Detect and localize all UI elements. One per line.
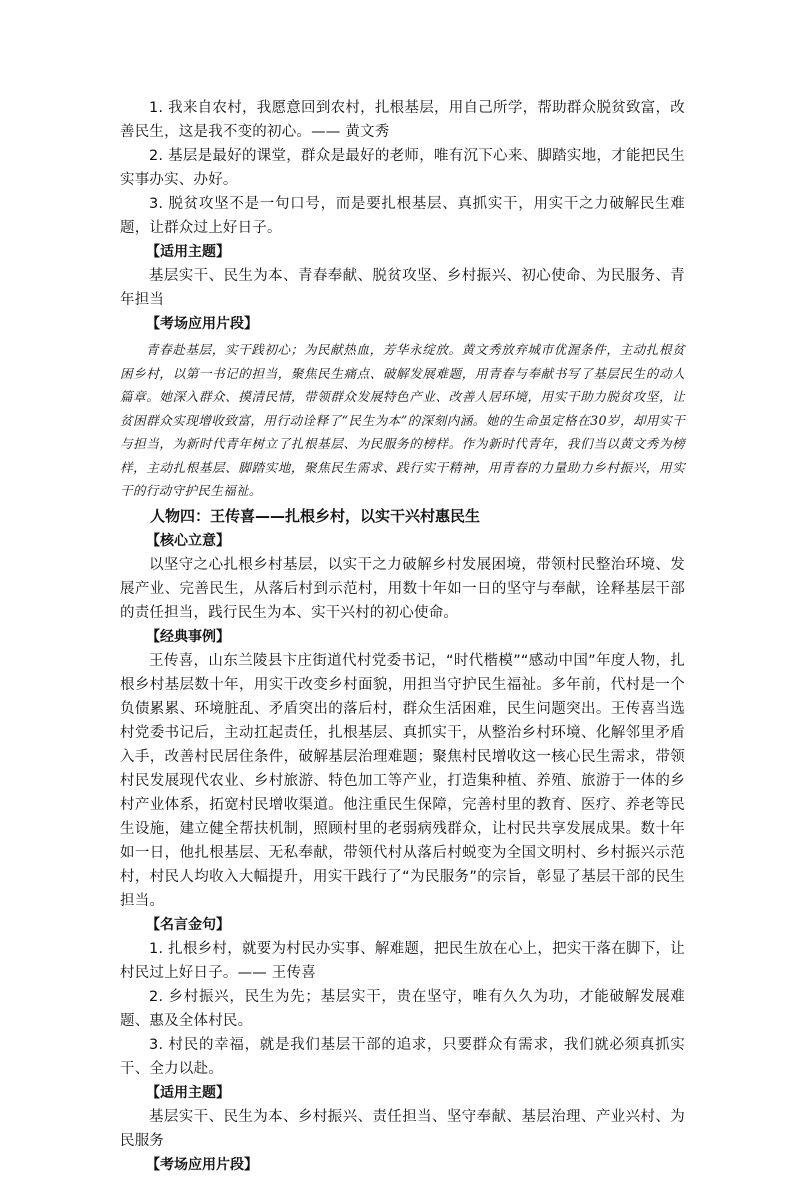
classic-case-text: 王传喜，山东兰陵县卞庄街道代村党委书记，“时代楷模”“感动中国”年度人物，扎根乡村基层数十年，用实干改变乡村面貌，用担当守护民生福祉。多年前，代村是一个负债累累、环境脏乱、矛盾突出的落后村，群众生活困难，民生问题突出。王传喜当选村党委书记后，主动扛起责任，扎根基层、真抓实干，从整治乡村环境、化解邻里矛盾入手，改善村民居住条件，破解基层治理难题；聚焦村民增收这一核心民生需求，带领村民发展现代农业、乡村旅游、特色加工等产业，打造集种植、养殖、旅游于一体的乡村产业体系，拓宽村民增收渠道。他注重民生保障，完善村里的教育、医疗、养老等民生设施，建立健全帮扶机制，照顾村里的老弱病残群众，让村民共享发展成果。数十年如一日，他扎根基层、无私奉献，带领代村从落后村蜕变为全国文明村、乡村振兴示范村，村民人均收入大幅提升，用实干践行了“为民服务”的宗旨，彰显了基层干部的民生担当。	[120, 652, 685, 909]
exam-essay-paragraph: 青春赴基层，实干践初心；为民献热血，芳华永绽放。黄文秀放弃城市优渥条件，主动扎根贫困乡村，以第一书记的担当，聚焦民生痛点、破解发展难题，用青春与奉献书写了基层民生的动人篇章。她深入群众、摸清民情，带领群众发展特色产业、改善人居环境，用实干助力脱贫攻坚，让贫困群众实现增收致富，用行动诠释了“民生为本”的深刻内涵。她的生命虽定格在30岁，却用实干与担当，为新时代青年树立了扎根基层、为民服务的榜样。作为新时代青年，我们当以黄文秀为榜样，主动扎根基层、脚踏实地，聚焦民生需求、践行实干精神，用青春的力量助力乡村振兴，用实干的行动守护民生福祉。	[120, 342, 685, 498]
section-label-exam-application-2: 【考场应用片段】	[146, 1156, 258, 1173]
section-label-classic-case: 【经典事例】	[146, 628, 230, 645]
core-theme-text: 以坚守之心扎根乡村基层，以实干之力破解乡村发展困境，带领村民整治环境、发展产业、完善民生，从落后村到示范村，用数十年如一日的坚守与奉献，诠释基层干部的责任担当，践行民生为本、实干兴村的初心使命。	[120, 556, 685, 621]
topics-text-2: 基层实干、民生为本、乡村振兴、责任担当、坚守奉献、基层治理、产业兴村、为民服务	[120, 1108, 685, 1149]
quote-2: 2. 基层是最好的课堂，群众是最好的老师，唯有沉下心来、脚踏实地，才能把民生实事办实、办好。	[120, 148, 685, 188]
section-label-topics: 【适用主题】	[146, 244, 230, 260]
quote-4-1: 1. 扎根乡村，就要为村民办实事、解难题，把民生放在心上，把实干落在脚下，让村民过上好日子。—— 王传喜	[120, 940, 685, 981]
topics-text: 基层实干、民生为本、青春奉献、脱贫攻坚、乡村振兴、初心使命、为民服务、青年担当	[120, 268, 685, 308]
quote-4-3: 3. 村民的幸福，就是我们基层干部的追求，只要群众有需求，我们就必须真抓实干、全力以赴。	[120, 1036, 685, 1077]
section-label-topics-2: 【适用主题】	[146, 1084, 230, 1101]
figure-four-heading: 人物四：王传喜——扎根乡村，以实干兴村惠民生	[150, 506, 481, 525]
quote-1: 1. 我来自农村，我愿意回到农村，扎根基层，用自己所学，帮助群众脱贫致富，改善民生，这是我不变的初心。—— 黄文秀	[120, 100, 685, 140]
document-body	[120, 96, 685, 1177]
section-label-core-theme: 【核心立意】	[146, 532, 230, 549]
section-label-famous-quotes: 【名言金句】	[146, 916, 230, 933]
quote-4-2: 2. 乡村振兴，民生为先；基层实干，贵在坚守，唯有久久为功，才能破解发展难题、惠及全体村民。	[120, 988, 685, 1029]
quote-3: 3. 脱贫攻坚不是一句口号，而是要扎根基层、真抓实干，用实干之力破解民生难题，让群众过上好日子。	[120, 196, 685, 236]
section-label-exam-application: 【考场应用片段】	[146, 316, 258, 332]
